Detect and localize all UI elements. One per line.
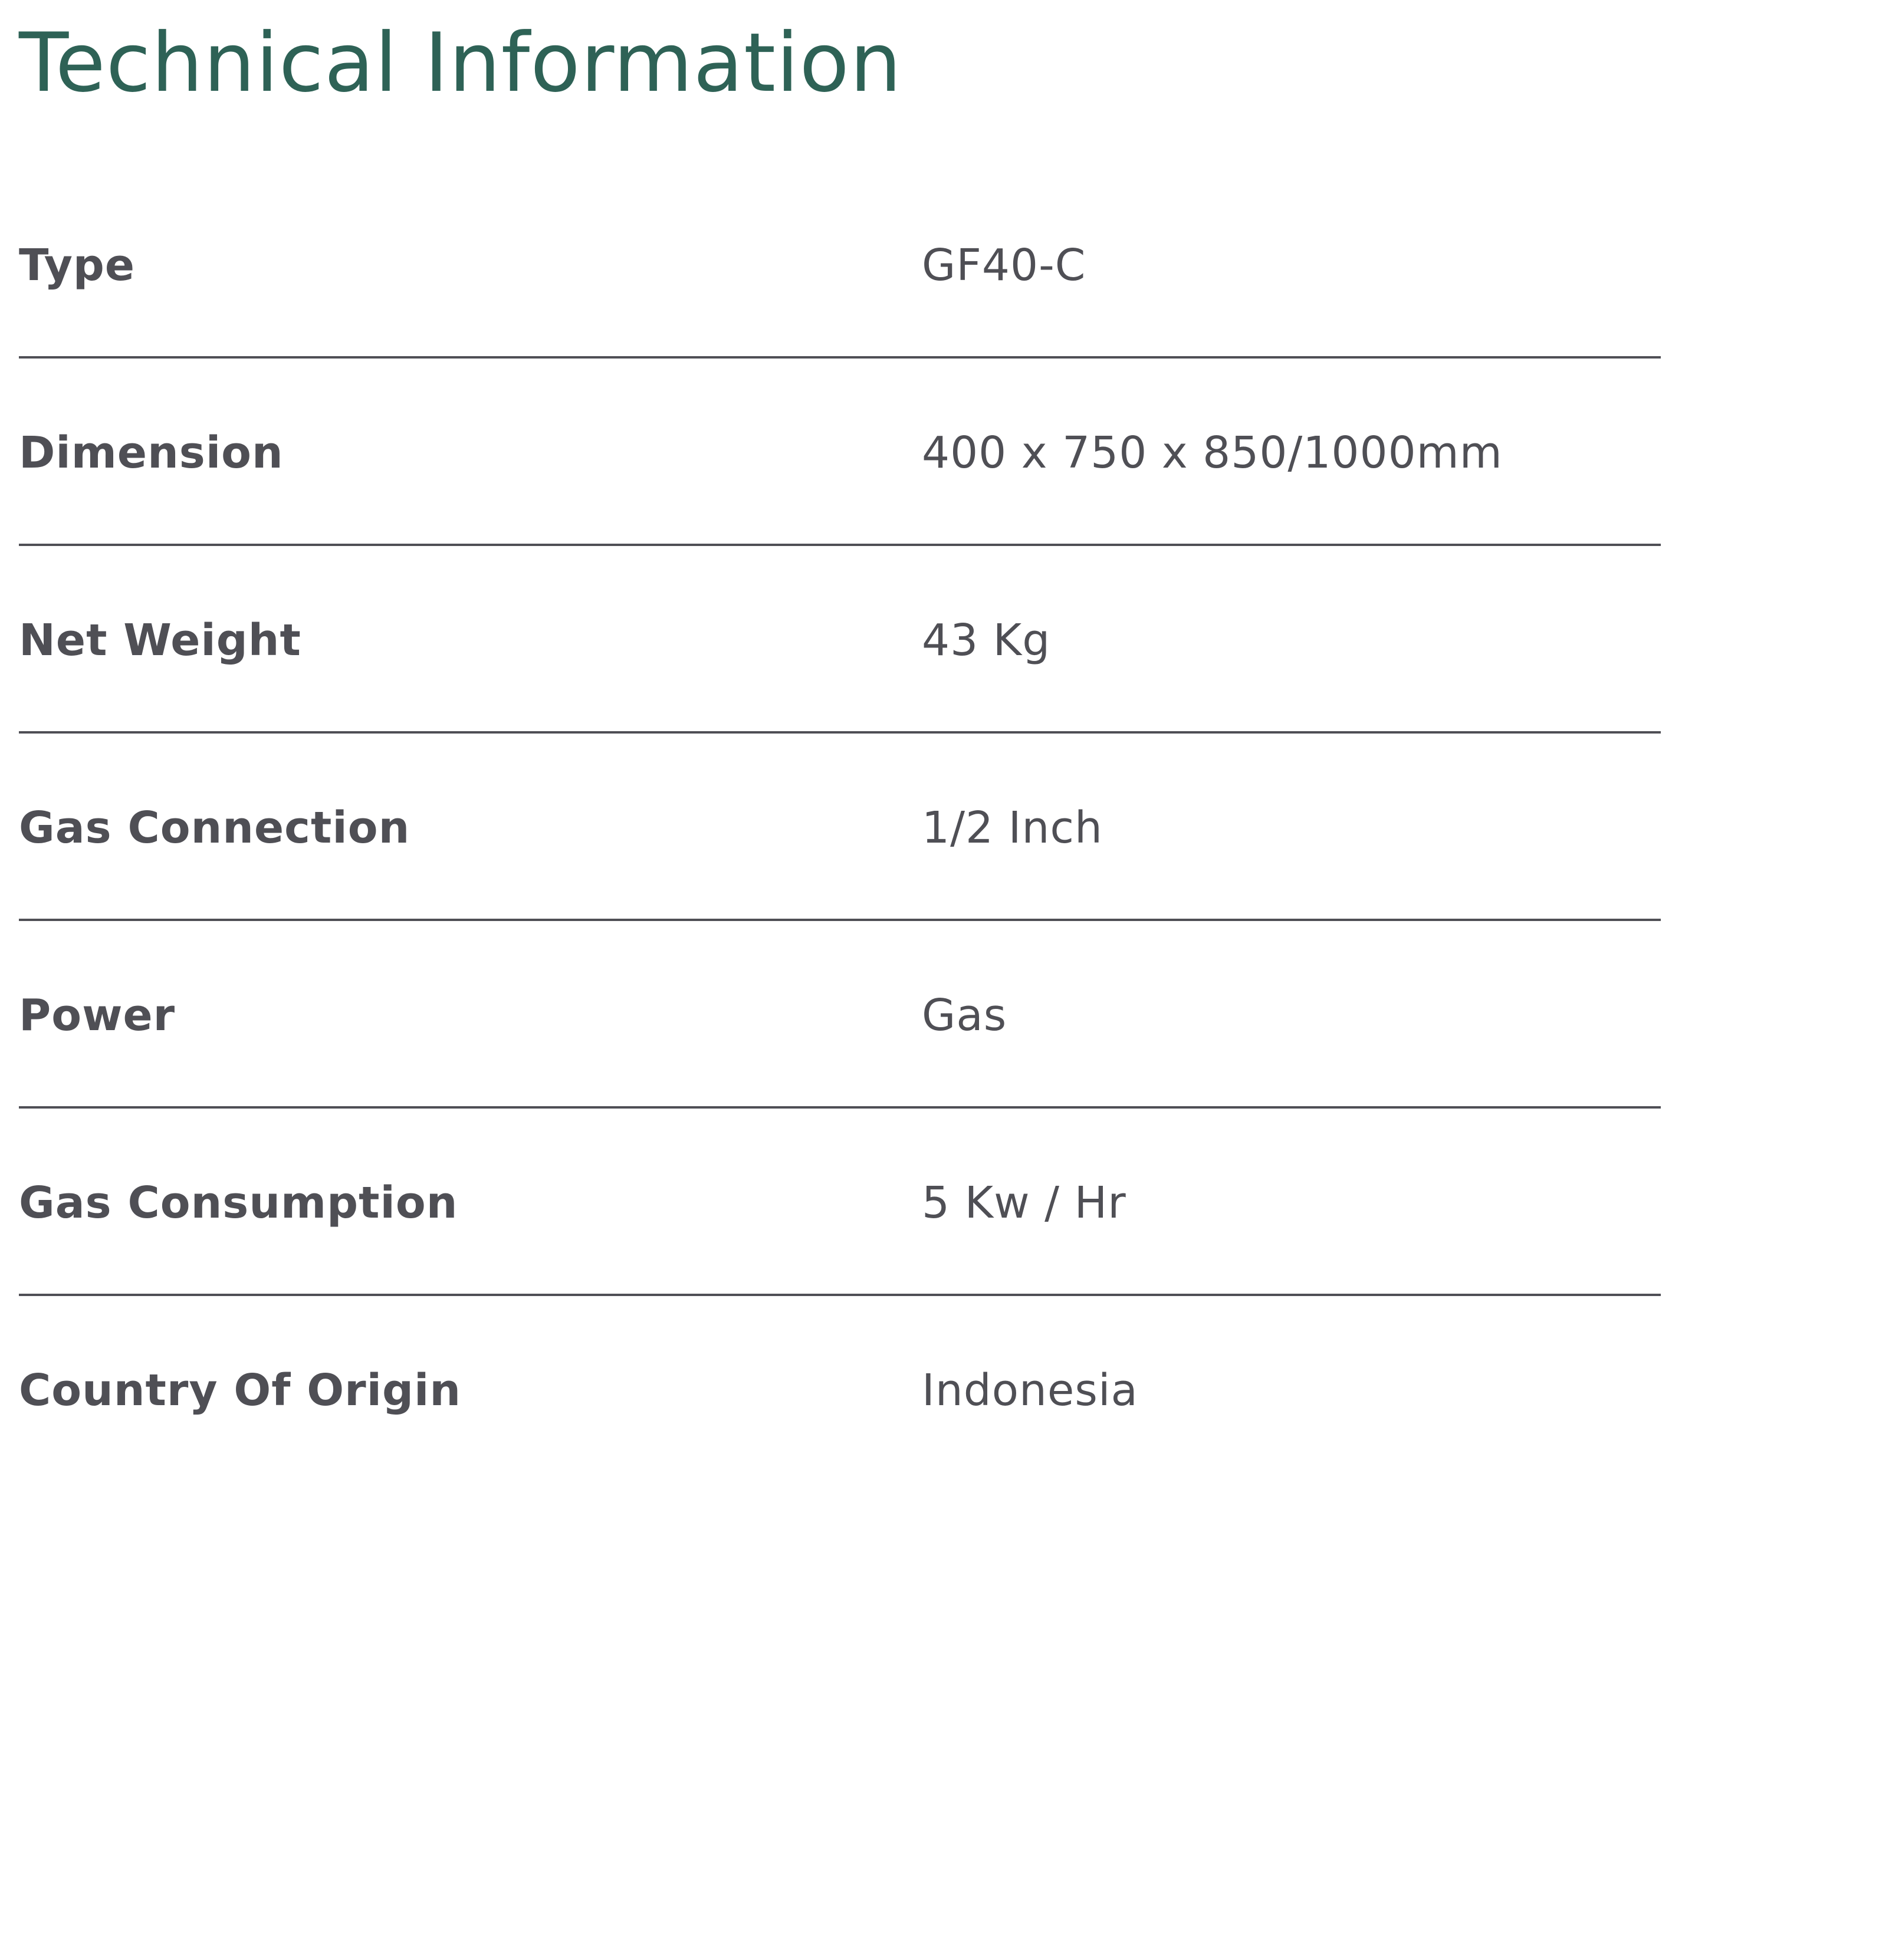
- spec-value: GF40-C: [922, 240, 1086, 291]
- spec-label: Power: [19, 990, 176, 1041]
- spec-label: Gas Connection: [19, 803, 410, 853]
- spec-row-net-weight: [19, 546, 1661, 734]
- technical-information-section: [19, 0, 1661, 1416]
- section-title: Technical Information: [19, 15, 902, 110]
- spec-table: [19, 171, 1661, 1484]
- spec-row-type: [19, 171, 1661, 359]
- spec-row-power: [19, 921, 1661, 1109]
- spec-row-dimension: [19, 359, 1661, 546]
- spec-value: 43 Kg: [922, 615, 1051, 666]
- spec-label: Type: [19, 240, 136, 291]
- spec-label: Country Of Origin: [19, 1365, 462, 1416]
- spec-value: Gas: [922, 990, 1007, 1041]
- spec-row-gas-consumption: [19, 1109, 1661, 1296]
- spec-label: Net Weight: [19, 615, 301, 666]
- spec-value: 1/2 Inch: [922, 803, 1103, 853]
- spec-label: Gas Consumption: [19, 1178, 458, 1228]
- spec-row-country-of-origin: [19, 1296, 1661, 1484]
- spec-value: Indonesia: [922, 1365, 1138, 1416]
- spec-value: 5 Kw / Hr: [922, 1178, 1126, 1228]
- spec-value: 400 x 750 x 850/1000mm: [922, 427, 1503, 478]
- spec-row-gas-connection: [19, 734, 1661, 921]
- spec-label: Dimension: [19, 427, 284, 478]
